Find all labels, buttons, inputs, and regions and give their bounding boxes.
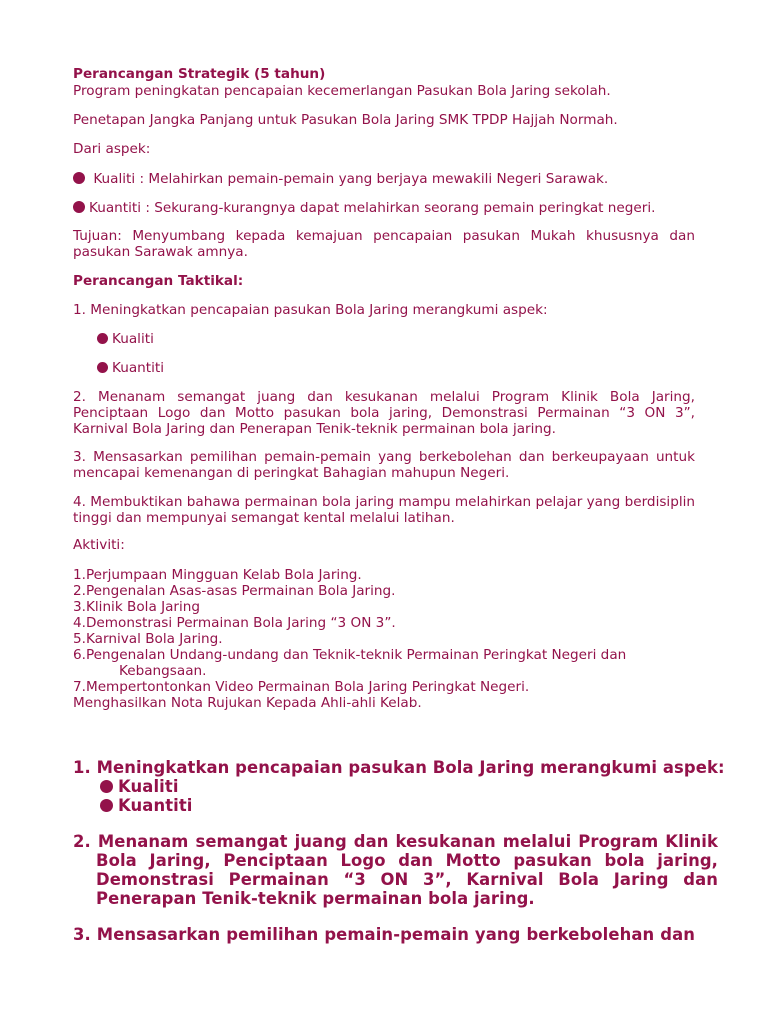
tactical-item-3: 3. Mensasarkan pemilihan pemain-pemain yang berkebolehan dan berkeupayaan untuk mencapai kemenangan di peringkat Bahagian mahupun Negeri. (73, 449, 695, 481)
subtitle: Program peningkatan pencapaian kecemerlangan Pasukan Bola Jaring sekolah. (73, 83, 611, 99)
aspect-quantity (73, 200, 655, 216)
large-bullet-quantity (73, 796, 193, 815)
aspect-quantity-text: Kuantiti : Sekurang-kurangnya dapat melahirkan seorang pemain peringkat negeri. (89, 200, 656, 216)
bullet-icon (100, 799, 113, 812)
tactical-item-1: 1. Meningkatkan pencapaian pasukan Bola Jaring merangkumi aspek: (73, 302, 548, 318)
aspects-heading: Dari aspek: (73, 141, 151, 157)
tactical-heading: Perancangan Taktikal: (73, 273, 244, 289)
bullet-icon (73, 201, 85, 213)
long-term-goal: Penetapan Jangka Panjang untuk Pasukan Bola Jaring SMK TPDP Hajjah Normah. (73, 112, 618, 128)
bullet-icon (73, 172, 85, 184)
activities-heading: Aktiviti: (73, 537, 125, 553)
aspect-quality (73, 171, 608, 187)
page-title: Perancangan Strategik (5 tahun) (73, 66, 326, 82)
tactical-item-4: 4. Membuktikan bahawa permainan bola jaring mampu melahirkan pelajar yang berdisiplin tinggi dan mempunyai semangat kental melalui latihan. (73, 494, 695, 526)
bullet-icon (97, 333, 108, 344)
tactical-bullet-quantity (73, 360, 164, 376)
tactical-bullet-quality (73, 331, 154, 347)
activity-item: 6.Pengenalan Undang-undang dan Teknik-teknik Permainan Peringkat Negeri dan (73, 647, 627, 663)
bullet-label: Kuantiti (118, 796, 193, 815)
tactical-item-2: 2. Menanam semangat juang dan kesukanan melalui Program Klinik Bola Jaring, Penciptaan Logo dan Motto pasukan bola jaring, Demonstrasi Permainan “3 ON 3”, Karnival Bola Jaring dan Penerapan Tenik-teknik permainan bola jaring. (73, 389, 695, 437)
bullet-icon (100, 780, 113, 793)
aspect-quality-text: Kualiti : Melahirkan pemain-pemain yang berjaya mewakili Negeri Sarawak. (89, 171, 609, 187)
bullet-icon (97, 362, 108, 373)
large-bullet-quality (73, 777, 179, 796)
bullet-label: Kualiti (118, 777, 179, 796)
large-item-1: 1. Meningkatkan pencapaian pasukan Bola Jaring merangkumi aspek: (73, 758, 725, 777)
activity-item: Menghasilkan Nota Rujukan Kepada Ahli-ahli Kelab. (73, 695, 422, 711)
activities-list (73, 567, 695, 711)
activity-item: 7.Mempertontonkan Video Permainan Bola Jaring Peringkat Negeri. (73, 679, 530, 695)
activity-item: 5.Karnival Bola Jaring. (73, 631, 223, 647)
activity-item: 1.Perjumpaan Mingguan Kelab Bola Jaring. (73, 567, 362, 583)
activity-item: 4.Demonstrasi Permainan Bola Jaring “3 ON 3”. (73, 615, 396, 631)
bullet-label: Kuantiti (112, 360, 165, 376)
large-item-2: 2. Menanam semangat juang dan kesukanan melalui Program Klinik Bola Jaring, Penciptaan Logo dan Motto pasukan bola jaring, Demonstrasi Permainan “3 ON 3”, Karnival Bola Jaring dan Penerapan Tenik-teknik permainan bola jaring. (73, 832, 718, 908)
large-item-3: 3. Mensasarkan pemilihan pemain-pemain yang berkebolehan dan (73, 925, 695, 944)
activity-item: 2.Pengenalan Asas-asas Permainan Bola Jaring. (73, 583, 396, 599)
activity-item: 3.Klinik Bola Jaring (73, 599, 201, 615)
activity-item-continued: Kebangsaan. (119, 663, 207, 679)
goal-paragraph: Tujuan: Menyumbang kepada kemajuan pencapaian pasukan Mukah khususnya dan pasukan Sarawak amnya. (73, 228, 695, 260)
bullet-label: Kualiti (112, 331, 154, 347)
